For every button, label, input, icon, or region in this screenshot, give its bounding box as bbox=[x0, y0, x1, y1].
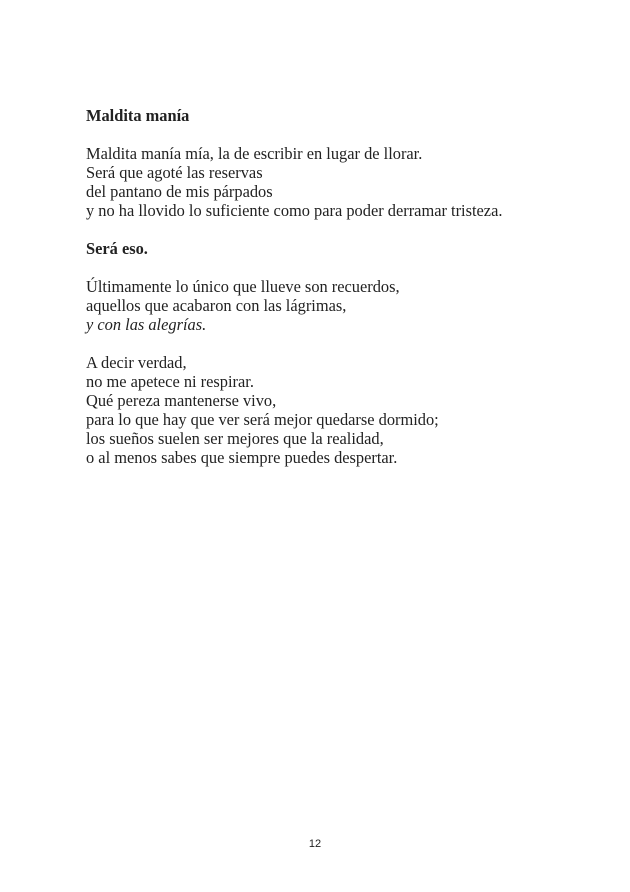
poem-line: Qué pereza mantenerse vivo, bbox=[86, 391, 277, 410]
stanza-2 bbox=[86, 277, 606, 334]
poem bbox=[86, 106, 606, 486]
poem-line: los sueños suelen ser mejores que la realidad, bbox=[86, 429, 384, 448]
page-number: 12 bbox=[308, 838, 322, 850]
poem-line: Será que agoté las reservas bbox=[86, 163, 263, 182]
poem-line: Maldita manía mía, la de escribir en lugar de llorar. bbox=[86, 144, 423, 163]
poem-line: aquellos que acabaron con las lágrimas, bbox=[86, 296, 347, 315]
stanza-3 bbox=[86, 353, 606, 467]
poem-line: no me apetece ni respirar. bbox=[86, 372, 254, 391]
refrain-line: Será eso. bbox=[86, 239, 148, 258]
poem-line: del pantano de mis párpados bbox=[86, 182, 273, 201]
poem-line: y no ha llovido lo suficiente como para poder derramar tristeza. bbox=[86, 201, 503, 220]
poem-title: Maldita manía bbox=[86, 106, 190, 125]
poem-line: para lo que hay que ver será mejor quedarse dormido; bbox=[86, 410, 439, 429]
poem-line: Últimamente lo único que llueve son recuerdos, bbox=[86, 277, 400, 296]
stanza-1 bbox=[86, 144, 606, 220]
poem-line: o al menos sabes que siempre puedes despertar. bbox=[86, 448, 398, 467]
poem-line-italic: y con las alegrías. bbox=[86, 315, 207, 334]
poem-line: A decir verdad, bbox=[86, 353, 187, 372]
